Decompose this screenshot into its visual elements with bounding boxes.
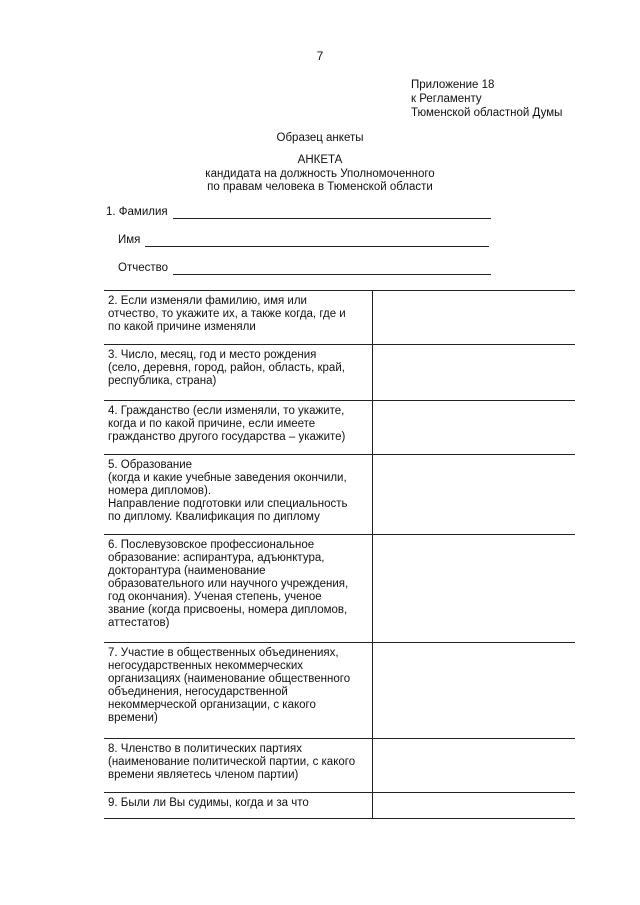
first-name-label: Имя: [118, 234, 141, 246]
question-cell: [104, 345, 372, 401]
appendix-line: Приложение 18: [411, 79, 495, 91]
patronymic-input-line[interactable]: [173, 274, 491, 275]
question-line: (когда и какие учебные заведения окончили,: [108, 472, 347, 484]
question-line: 7. Участие в общественных объединениях,: [108, 647, 339, 659]
question-line: когда и по какой причине, если имеете: [108, 418, 316, 430]
question-line: 4. Гражданство (если изменяли, то укажите,: [108, 405, 345, 417]
question-cell: [104, 401, 372, 455]
question-line: 3. Число, месяц, год и место рождения: [108, 349, 317, 361]
surname-input-line[interactable]: [173, 218, 491, 219]
title-line: кандидата на должность Уполномоченного: [205, 167, 435, 180]
question-line: год окончания). Ученая степень, ученое: [108, 591, 322, 603]
question-line: времени): [108, 712, 158, 724]
question-line: образовательного или научного учреждения,: [108, 578, 349, 590]
answer-cell[interactable]: [372, 291, 575, 345]
question-line: отчество, то укажите их, а также когда, где и: [108, 308, 346, 320]
table-row: [104, 535, 575, 643]
question-line: времени являетесь членом партии): [108, 769, 299, 781]
answer-cell[interactable]: [372, 739, 575, 793]
question-line: 6. Послевузовское профессиональное: [108, 539, 315, 551]
answer-cell[interactable]: [372, 643, 575, 739]
question-cell: [104, 535, 372, 643]
table-row: [104, 455, 575, 535]
table-row: [104, 401, 575, 455]
question-line: объединения, негосударственной: [108, 686, 288, 698]
question-line: 5. Образование: [108, 459, 193, 471]
question-line: гражданство другого государства – укажите): [108, 431, 346, 443]
question-line: 9. Были ли Вы судимы, когда и за что: [108, 797, 309, 809]
question-line: по какой причине изменяли: [108, 321, 256, 333]
question-line: организациях (наименование общественного: [108, 673, 351, 685]
answer-cell[interactable]: [372, 345, 575, 401]
form-title: [0, 154, 640, 195]
answer-cell[interactable]: [372, 793, 575, 819]
table-row: [104, 739, 575, 793]
sample-label: Образец анкеты: [276, 132, 364, 144]
question-line: некоммерческой организации, с какого: [108, 699, 316, 711]
question-line: негосударственных некоммерческих: [108, 660, 304, 672]
question-cell: [104, 793, 372, 819]
surname-field[interactable]: [106, 206, 168, 218]
question-cell: [104, 455, 372, 535]
table-row: [104, 643, 575, 739]
appendix-header: [411, 78, 562, 120]
question-line: 8. Членство в политических партиях: [108, 743, 302, 755]
question-cell: [104, 643, 372, 739]
table-row: [104, 793, 575, 819]
question-line: по диплому. Квалификация по диплому: [108, 511, 320, 523]
patronymic-field[interactable]: [118, 262, 168, 274]
patronymic-label: Отчество: [118, 262, 168, 274]
first-name-input-line[interactable]: [145, 246, 489, 247]
appendix-line: Тюменской областной Думы: [411, 107, 563, 119]
page-number: 7: [316, 49, 324, 63]
questionnaire-table: [104, 290, 575, 819]
question-line: докторантура (наименование: [108, 565, 266, 577]
appendix-line: к Регламенту: [411, 93, 482, 105]
question-line: номера дипломов).: [108, 485, 212, 497]
question-line: Направление подготовки или специальность: [108, 498, 348, 510]
answer-cell[interactable]: [372, 455, 575, 535]
question-line: 2. Если изменяли фамилию, имя или: [108, 295, 307, 307]
question-line: республика, страна): [108, 375, 217, 387]
question-line: аттестатов): [108, 617, 170, 629]
title-line: АНКЕТА: [297, 154, 343, 166]
answer-cell[interactable]: [372, 535, 575, 643]
question-line: (село, деревня, город, район, область, край,: [108, 362, 345, 374]
question-line: (наименование политической партии, с какого: [108, 756, 356, 768]
answer-cell[interactable]: [372, 401, 575, 455]
table-row: [104, 345, 575, 401]
title-line: по правам человека в Тюменской области: [207, 181, 433, 193]
table-row: [104, 291, 575, 345]
question-line: звание (когда присвоены, номера дипломов,: [108, 604, 348, 616]
question-cell: [104, 739, 372, 793]
first-name-field[interactable]: [118, 234, 140, 246]
question-line: образование: аспирантура, адъюнктура,: [108, 552, 325, 564]
question-cell: [104, 291, 372, 345]
surname-label: 1. Фамилия: [106, 206, 168, 218]
